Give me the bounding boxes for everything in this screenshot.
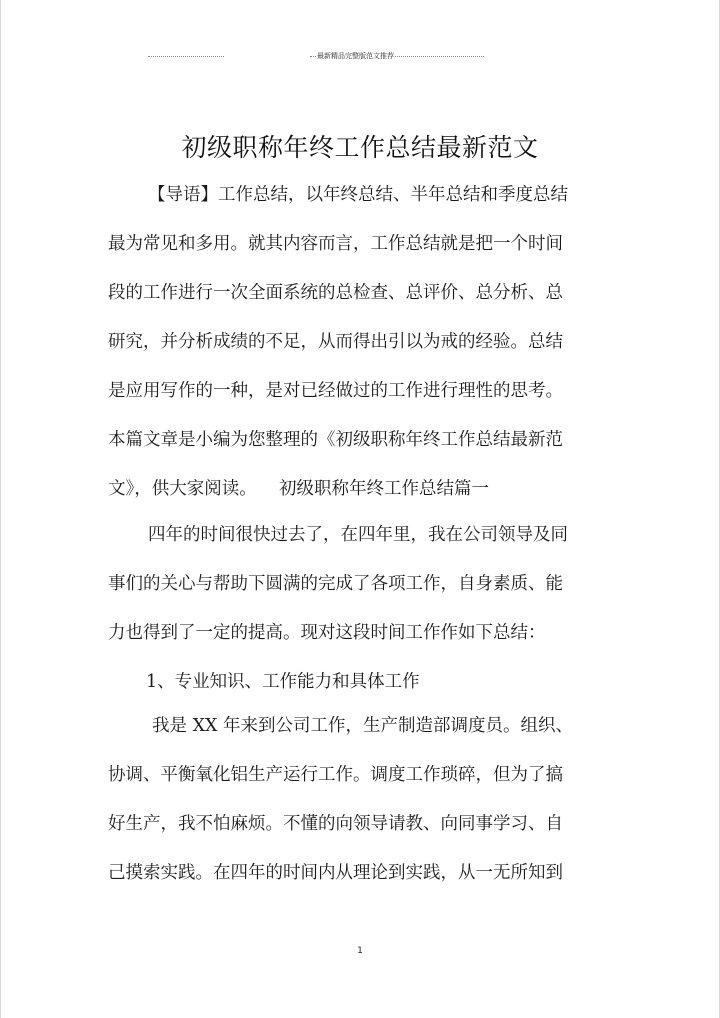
body-line: 我是 XX 年来到公司工作，生产制造部调度员。组织、 (152, 716, 574, 736)
body-line: 【导语】工作总结，以年终总结、半年总结和季度总结 (148, 185, 568, 205)
body-line: 己摸索实践。在四年的时间内从理论到实践，从一无所知到 (108, 863, 563, 883)
page-header (148, 50, 484, 62)
header-text: 最新精品完整版范文推荐 (317, 52, 394, 60)
body-line: 事们的关心与帮助下圆满的完成了各项工作，自身素质、能 (108, 574, 563, 594)
body-line: 是应用写作的一种，是对已经做过的工作进行理性的思考。 (108, 381, 563, 401)
body-line: 力也得到了一定的提高。现对这段时间工作作如下总结： (108, 623, 546, 643)
body-line: 文》，供大家阅读。 初级职称年终工作总结篇一 (108, 479, 489, 499)
header-dotted-rule-left (148, 56, 224, 57)
body-line: 本篇文章是小编为您整理的《初级职称年终工作总结最新范 (108, 430, 563, 450)
body-line: 最为常见和多用。就其内容而言，工作总结就是把一个时间 (108, 234, 563, 254)
page-number: 1 (357, 946, 363, 956)
section-heading: 1、专业知识、工作能力和具体工作 (146, 672, 420, 692)
body-line: 好生产，我不怕麻烦。不懂的向领导请教、向同事学习、自 (108, 814, 563, 834)
body-line: 段的工作进行一次全面系统的总检查、总评价、总分析、总 (108, 283, 563, 303)
body-line: 四年的时间很快过去了，在四年里，我在公司领导及同 (148, 525, 568, 545)
document-title: 初级职称年终工作总结最新范文 (181, 133, 539, 162)
header-dotted-rule-right (395, 56, 484, 57)
body-line: 协调、平衡氧化铝生产运行工作。调度工作琐碎，但为了搞 (108, 765, 563, 785)
body-line: 研究，并分析成绩的不足，从而得出引以为戒的经验。总结 (108, 332, 563, 352)
